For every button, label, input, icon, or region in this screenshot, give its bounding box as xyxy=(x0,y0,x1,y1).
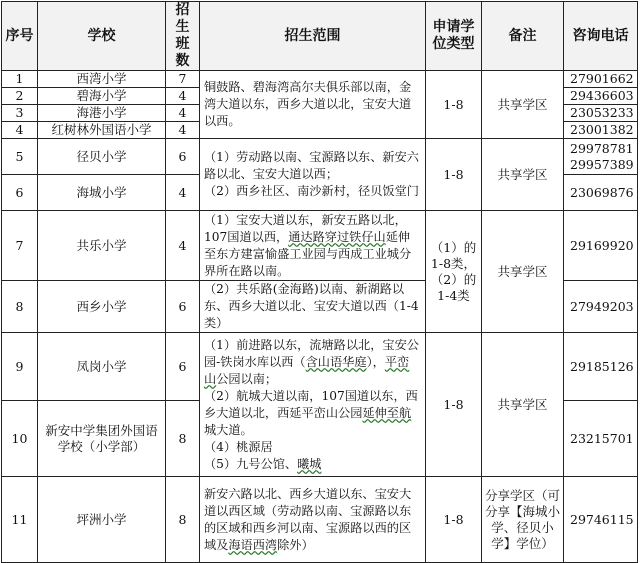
table-row xyxy=(2,71,638,88)
note: 共享学区 xyxy=(482,71,564,139)
school-name: 坪洲小学 xyxy=(38,477,166,563)
range-text: （1）宝安大道以东，新安五路以北，107国道以西， xyxy=(204,212,407,244)
school-name: 新安中学集团外国语学校（小学部） xyxy=(38,401,166,477)
phone-number: 23069876 xyxy=(564,175,638,211)
phone-number-1: 29978781 xyxy=(570,140,634,156)
row-no: 4 xyxy=(2,122,38,139)
row-no: 6 xyxy=(2,175,38,211)
range-clause-1: （1）劳动路以南、宝源路以东、新安六路以北、宝安大道以西； xyxy=(204,150,419,181)
class-count: 4 xyxy=(166,105,200,122)
range-clause-1 xyxy=(204,337,421,388)
degree-type: 1-8 xyxy=(426,71,482,139)
school-name: 海城小学 xyxy=(38,175,166,211)
range-text: （5）九号公馆、 xyxy=(204,456,298,471)
range-clause-4: （4）桃源居 xyxy=(204,439,273,454)
header-range: 招生范围 xyxy=(200,2,426,71)
phone-number: 27949203 xyxy=(564,281,638,333)
row-no: 8 xyxy=(2,281,38,333)
row-no: 1 xyxy=(2,71,38,88)
table-row xyxy=(2,477,638,563)
school-name: 西湾小学 xyxy=(38,71,166,88)
class-count: 6 xyxy=(166,333,200,401)
range-text: 公园以南； xyxy=(216,371,278,386)
range-text-underlined: 曦城 xyxy=(297,456,322,471)
phone-number: 23215701 xyxy=(564,401,638,477)
school-name: 西乡小学 xyxy=(38,281,166,333)
degree-type: 1-8 xyxy=(426,333,482,477)
note: 共享学区 xyxy=(482,139,564,211)
table-row xyxy=(2,211,638,281)
class-count: 4 xyxy=(166,211,200,281)
range-text: （1）前进路以东，流塘路以北，宝安公园-铁岗水库以西（ xyxy=(204,337,419,369)
range-text: 城大道。 xyxy=(204,422,253,437)
admission-range: （2）共乐路(金海路)以南、新湖路以东、西乡大道以北、宝安大道以西（1-4类） xyxy=(200,281,426,333)
range-clause-5 xyxy=(204,456,421,473)
class-count: 4 xyxy=(166,122,200,139)
range-text-underlined: 海语西湾 xyxy=(228,537,278,552)
row-no: 11 xyxy=(2,477,38,563)
header-row xyxy=(2,2,638,71)
class-count: 6 xyxy=(166,139,200,175)
range-text-underlined: 含山语华庭 xyxy=(305,354,367,369)
admission-range xyxy=(200,211,426,281)
phone-number: 29436603 xyxy=(564,88,638,105)
phone-number: 27901662 xyxy=(564,71,638,88)
school-name: 红树林外国语小学 xyxy=(38,122,166,139)
range-clause-2: （2）西乡社区、南沙新村，径贝饭堂门 xyxy=(204,184,419,198)
table-row xyxy=(2,139,638,175)
range-text-underlined: 通达路穿过铁仔山 xyxy=(288,229,386,244)
class-count: 6 xyxy=(166,281,200,333)
class-count: 7 xyxy=(166,71,200,88)
degree-type xyxy=(426,211,482,333)
admission-table xyxy=(1,1,638,563)
phone-number: 29169920 xyxy=(564,211,638,281)
admission-range: 铜鼓路、碧海湾高尔夫俱乐部以南，金湾大道以东，西乡大道以北，宝安大道以西。 xyxy=(200,71,426,139)
note: 分享学区（可分享【海城小学、径贝小学】学位） xyxy=(482,477,564,563)
degree-type-clause-1: （1）的1-8类， xyxy=(430,239,477,271)
admission-range xyxy=(200,477,426,563)
degree-type-clause-2: （2）的1-4类 xyxy=(430,271,477,303)
row-no: 10 xyxy=(2,401,38,477)
class-count: 8 xyxy=(166,401,200,477)
row-no: 3 xyxy=(2,105,38,122)
admission-range xyxy=(200,139,426,211)
note: 共享学区 xyxy=(482,333,564,477)
row-no: 5 xyxy=(2,139,38,175)
header-classes: 招生班数 xyxy=(166,2,200,71)
phone-number: 23001382 xyxy=(564,122,638,139)
note: 共享学区 xyxy=(482,211,564,333)
row-no: 7 xyxy=(2,211,38,281)
table-row xyxy=(2,333,638,401)
class-count: 8 xyxy=(166,477,200,563)
range-text-underlined: 平峦山 xyxy=(204,354,410,386)
phone-number: 29185126 xyxy=(564,333,638,401)
range-clause-2 xyxy=(204,388,421,439)
row-no: 2 xyxy=(2,88,38,105)
school-name: 海港小学 xyxy=(38,105,166,122)
range-text: ）， xyxy=(366,354,385,369)
range-text: 延伸至东方建富愉盛工业园与西成工业城分界所在路以南。 xyxy=(204,229,412,278)
range-text: 新安六路以北、西乡大道以东、宝安大道以西区域（劳动路以南、宝源路以东的区域和西乡河以南、宝源路以西的区域及 xyxy=(204,486,412,552)
phone-number xyxy=(564,139,638,175)
phone-number: 23053233 xyxy=(564,105,638,122)
header-phone: 咨询电话 xyxy=(564,2,638,71)
header-type: 申请学位类型 xyxy=(426,2,482,71)
class-count: 4 xyxy=(166,88,200,105)
row-no: 9 xyxy=(2,333,38,401)
range-text: （2）航城大道以南，107国道以东，西乡大道以北，西延平峦山公园 xyxy=(204,388,418,420)
admission-range xyxy=(200,333,426,477)
school-name: 碧海小学 xyxy=(38,88,166,105)
header-note: 备注 xyxy=(482,2,564,71)
range-text: 除外） xyxy=(277,537,314,552)
header-no: 序号 xyxy=(2,2,38,71)
range-text-underlined: 延伸至航 xyxy=(362,405,412,420)
phone-number: 29746115 xyxy=(564,477,638,563)
header-school: 学校 xyxy=(38,2,166,71)
degree-type: 1-8 xyxy=(426,477,482,563)
school-name: 径贝小学 xyxy=(38,139,166,175)
degree-type: 1-8 xyxy=(426,139,482,211)
phone-number-2: 29957389 xyxy=(570,156,634,172)
class-count: 4 xyxy=(166,175,200,211)
school-name: 共乐小学 xyxy=(38,211,166,281)
school-name: 凤岗小学 xyxy=(38,333,166,401)
